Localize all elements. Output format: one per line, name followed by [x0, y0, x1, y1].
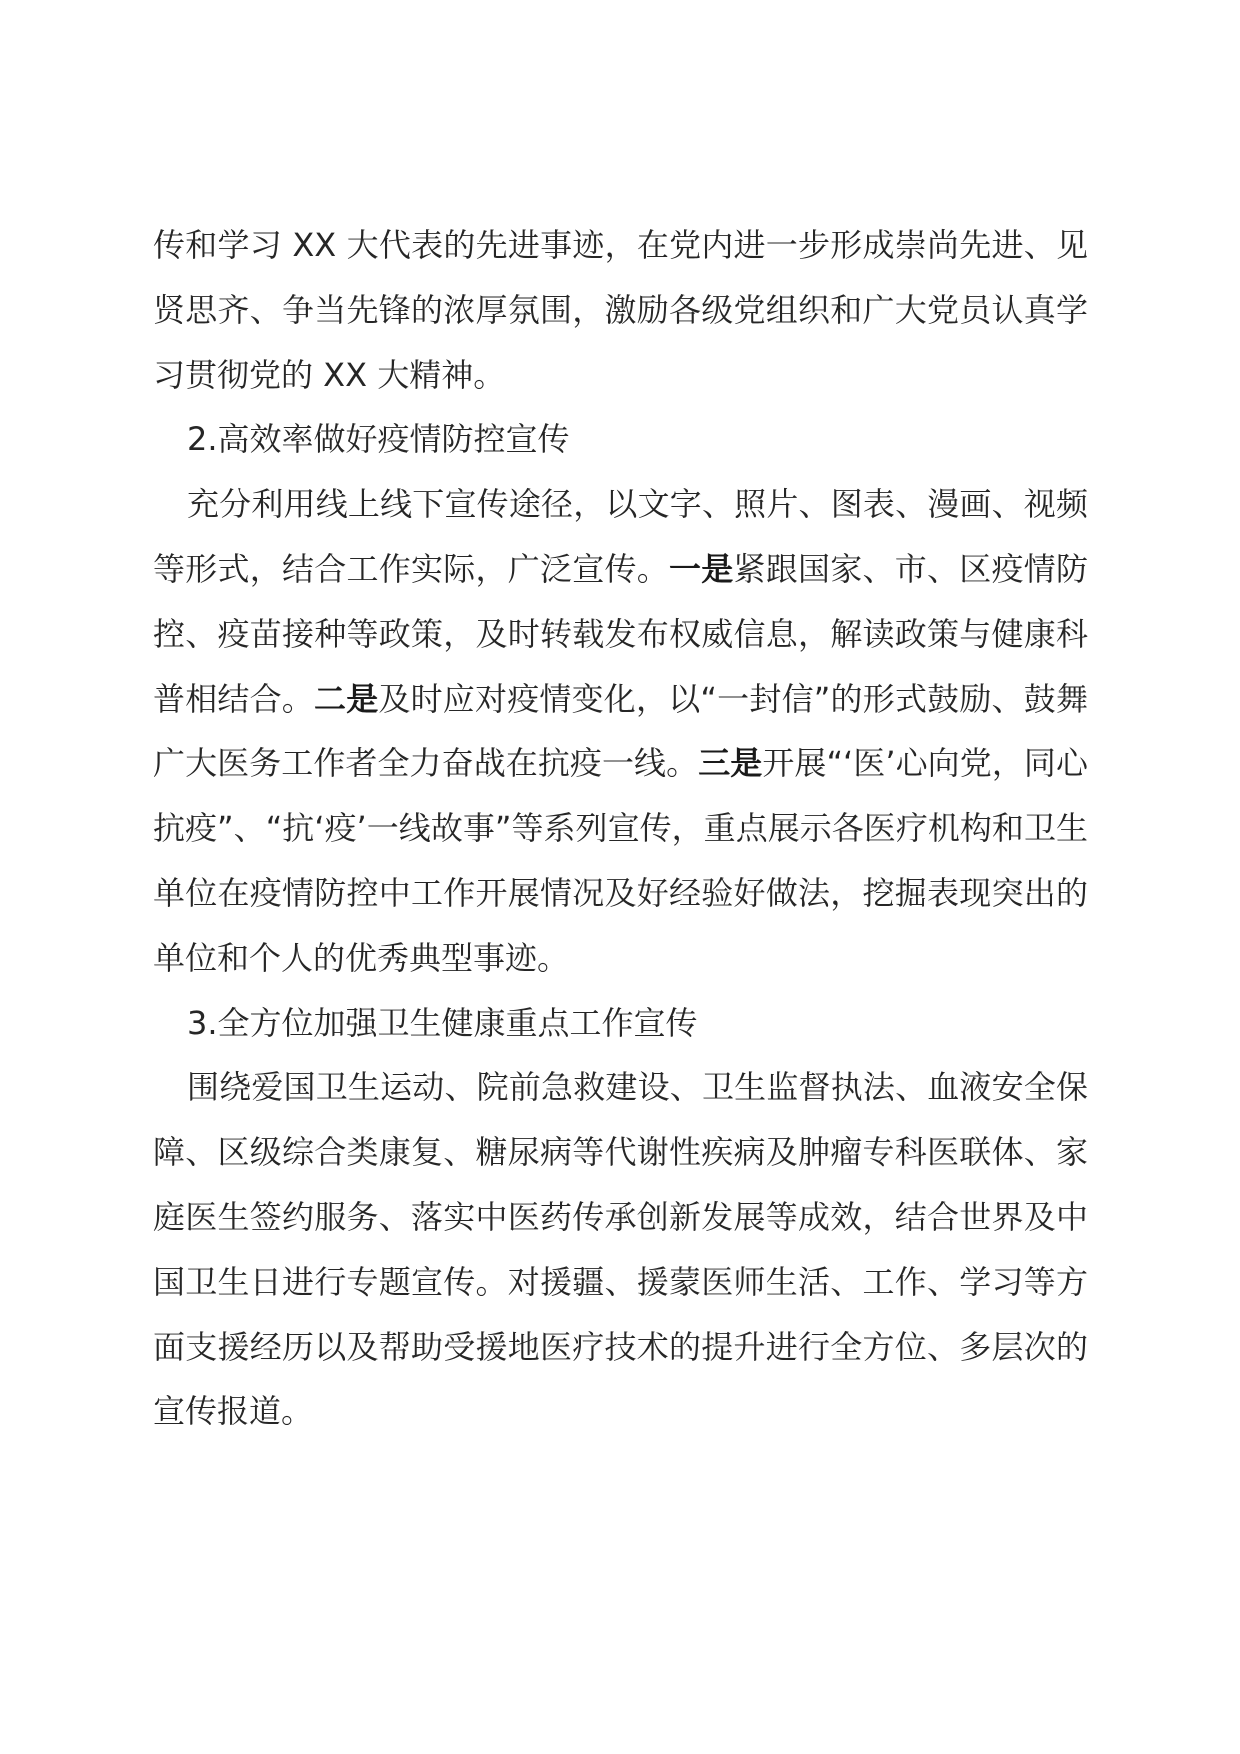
point-label-2: 二是	[314, 679, 379, 718]
section-heading-3: 3.全方位加强卫生健康重点工作宣传	[187, 1003, 698, 1042]
section-heading-2: 2.高效率做好疫情防控宣传	[187, 420, 570, 459]
point-text-3: 开展“‘医’心向党，同心抗疫”、“抗‘疫’一线故事”等系列宣传，重点展示各医疗机构和卫生单位在疫情防控中工作开展情况及好经验好做法，挖掘表现突出的单位和个人的优秀典型事迹。	[153, 744, 1088, 977]
paragraph-continued: 传和学习 XX 大代表的先进事迹，在党内进一步形成崇尚先进、见贤思齐、争当先锋的浓厚氛围，激励各级党组织和广大党员认真学习贯彻党的 XX 大精神。	[153, 226, 1088, 394]
point-label-1: 一是	[668, 549, 734, 588]
document-body	[153, 213, 1088, 1444]
point-text-2: 及时应对疫情变化，以“一封信”的形式鼓励、鼓舞广大医务工作者全力奋战在抗疫一线。	[153, 679, 1088, 783]
point-text-1: 紧跟国家、市、区疫情防控、疫苗接种等政策，及时转载发布权威信息，解读政策与健康科普相结合。	[153, 549, 1088, 718]
paragraph-epidemic-publicity	[153, 472, 1088, 990]
paragraph-intro: 充分利用线上线下宣传途径，以文字、照片、图表、漫画、视频等形式，结合工作实际，广泛宣传。	[153, 485, 1088, 588]
point-label-3: 三是	[698, 744, 763, 783]
paragraph-health-publicity: 围绕爱国卫生运动、院前急救建设、卫生监督执法、血液安全保障、区级综合类康复、糖尿病等代谢性疾病及肿瘤专科医联体、家庭医生签约服务、落实中医药传承创新发展等成效，结合世界及中国卫生日进行专题宣传。对援疆、援蒙医师生活、工作、学习等方面支援经历以及帮助受援地医疗技术的提升进行全方位、多层次的宣传报道。	[153, 1068, 1088, 1431]
